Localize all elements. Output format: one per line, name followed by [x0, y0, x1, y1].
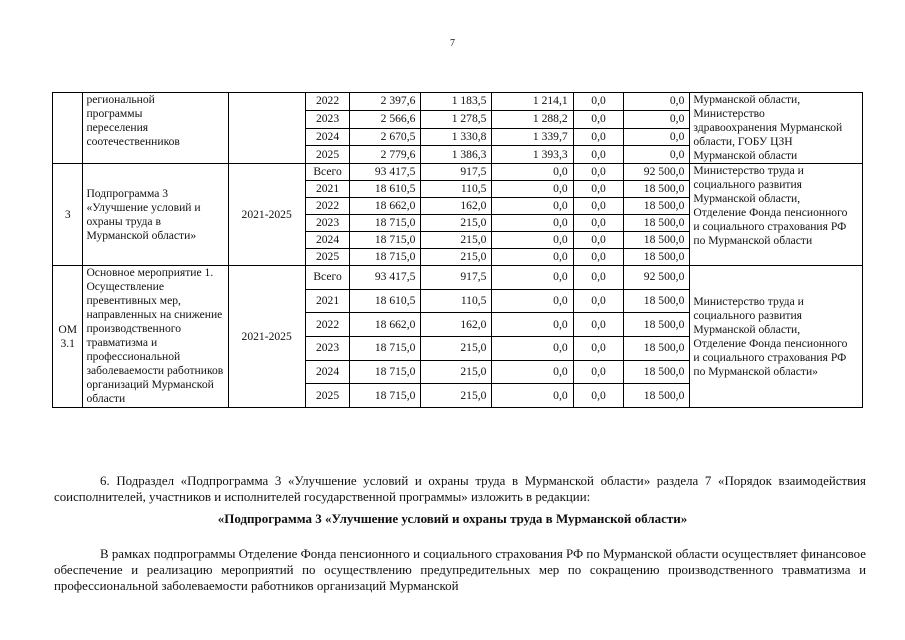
cell-c4: 18 500,0 — [624, 313, 690, 337]
cell-c1: 917,5 — [421, 266, 492, 290]
cell-c3: 0,0 — [573, 336, 624, 360]
cell-c3: 0,0 — [573, 232, 624, 249]
measure-name: Подпрограмма 3 «Улучшение условий и охраны труда в Мурманской области» — [83, 164, 228, 266]
cell-c4: 18 500,0 — [624, 289, 690, 313]
executor: Министерство труда и социального развития Мурманской области, Отделение Фонда пенсионного и социального страхования РФ по Мурманской области — [690, 164, 863, 266]
measure-name: региональной программы переселения соотечественников — [83, 93, 228, 164]
cell-total: 2 670,5 — [350, 128, 421, 146]
cell-c3: 0,0 — [573, 93, 624, 111]
cell-c2: 0,0 — [492, 181, 573, 198]
cell-year: 2022 — [305, 198, 350, 215]
cell-c4: 0,0 — [624, 93, 690, 111]
paragraph-6: 6. Подраздел «Подпрограмма 3 «Улучшение условий и охраны труда в Мурманской области» раздела 7 «Порядок взаимодействия соисполнителей, участников и исполнителей государственной программы» изложить в редакции: — [54, 474, 866, 504]
row-number: 3 — [53, 164, 83, 266]
cell-year: Всего — [305, 266, 350, 290]
cell-c1: 1 183,5 — [421, 93, 492, 111]
cell-c1: 162,0 — [421, 198, 492, 215]
cell-c4: 18 500,0 — [624, 198, 690, 215]
cell-c2: 0,0 — [492, 249, 573, 266]
cell-c4: 18 500,0 — [624, 181, 690, 198]
cell-c4: 18 500,0 — [624, 215, 690, 232]
row-number — [53, 93, 83, 164]
cell-total: 18 715,0 — [350, 384, 421, 408]
cell-c3: 0,0 — [573, 249, 624, 266]
cell-total: 18 715,0 — [350, 215, 421, 232]
cell-c3: 0,0 — [573, 110, 624, 128]
period: 2021-2025 — [228, 266, 305, 408]
cell-total: 18 715,0 — [350, 232, 421, 249]
cell-c1: 1 278,5 — [421, 110, 492, 128]
section-title: «Подпрограмма 3 «Улучшение условий и охраны труда в Мурманской области» — [217, 511, 688, 526]
program-table — [52, 92, 863, 408]
cell-c4: 0,0 — [624, 128, 690, 146]
cell-c1: 215,0 — [421, 384, 492, 408]
cell-c4: 0,0 — [624, 146, 690, 164]
cell-c4: 18 500,0 — [624, 249, 690, 266]
cell-c3: 0,0 — [573, 198, 624, 215]
cell-c1: 110,5 — [421, 289, 492, 313]
cell-c2: 1 393,3 — [492, 146, 573, 164]
table-row — [53, 164, 863, 181]
measure-name: Основное мероприятие 1. Осуществление превентивных мер, направленных на снижение производственного травматизма и профессиональной заболеваемости работников организаций Мурманской области — [83, 266, 228, 408]
cell-total: 18 610,5 — [350, 289, 421, 313]
cell-c4: 18 500,0 — [624, 384, 690, 408]
cell-c1: 1 386,3 — [421, 146, 492, 164]
cell-c3: 0,0 — [573, 164, 624, 181]
cell-c2: 0,0 — [492, 215, 573, 232]
table-row — [53, 266, 863, 290]
cell-c2: 0,0 — [492, 384, 573, 408]
cell-c4: 92 500,0 — [624, 266, 690, 290]
cell-total: 18 715,0 — [350, 249, 421, 266]
cell-c4: 18 500,0 — [624, 360, 690, 384]
cell-c1: 215,0 — [421, 249, 492, 266]
cell-c1: 215,0 — [421, 232, 492, 249]
cell-c2: 0,0 — [492, 232, 573, 249]
cell-c2: 1 339,7 — [492, 128, 573, 146]
cell-c2: 0,0 — [492, 266, 573, 290]
cell-c2: 0,0 — [492, 164, 573, 181]
cell-total: 18 715,0 — [350, 336, 421, 360]
cell-c3: 0,0 — [573, 289, 624, 313]
cell-year: 2025 — [305, 146, 350, 164]
cell-c1: 110,5 — [421, 181, 492, 198]
cell-year: 2025 — [305, 249, 350, 266]
cell-year: 2021 — [305, 289, 350, 313]
cell-c1: 215,0 — [421, 215, 492, 232]
cell-c3: 0,0 — [573, 266, 624, 290]
cell-year: 2023 — [305, 110, 350, 128]
cell-c2: 0,0 — [492, 313, 573, 337]
page-number: 7 — [450, 38, 455, 49]
cell-year: Всего — [305, 164, 350, 181]
cell-c1: 215,0 — [421, 360, 492, 384]
cell-total: 93 417,5 — [350, 164, 421, 181]
cell-c2: 0,0 — [492, 336, 573, 360]
executor: Министерство труда и социального развития Мурманской области, Отделение Фонда пенсионного и социального страхования РФ по Мурманской области» — [690, 266, 863, 408]
cell-year: 2023 — [305, 215, 350, 232]
cell-total: 2 397,6 — [350, 93, 421, 111]
cell-c4: 18 500,0 — [624, 336, 690, 360]
cell-c3: 0,0 — [573, 146, 624, 164]
period — [228, 93, 305, 164]
cell-c4: 18 500,0 — [624, 232, 690, 249]
cell-total: 18 662,0 — [350, 198, 421, 215]
cell-year: 2024 — [305, 360, 350, 384]
cell-c2: 1 214,1 — [492, 93, 573, 111]
cell-total: 93 417,5 — [350, 266, 421, 290]
cell-year: 2023 — [305, 336, 350, 360]
cell-c3: 0,0 — [573, 313, 624, 337]
table-row — [53, 93, 863, 111]
cell-c4: 0,0 — [624, 110, 690, 128]
cell-total: 18 662,0 — [350, 313, 421, 337]
cell-year: 2025 — [305, 384, 350, 408]
executor: Мурманской области, Министерство здравоохранения Мурманской области, ГОБУ ЦЗН Мурманской области — [690, 93, 863, 164]
cell-c3: 0,0 — [573, 215, 624, 232]
cell-c3: 0,0 — [573, 128, 624, 146]
period: 2021-2025 — [228, 164, 305, 266]
cell-total: 18 715,0 — [350, 360, 421, 384]
cell-year: 2022 — [305, 313, 350, 337]
cell-c3: 0,0 — [573, 360, 624, 384]
cell-total: 2 779,6 — [350, 146, 421, 164]
cell-year: 2024 — [305, 232, 350, 249]
row-number: ОМ 3.1 — [53, 266, 83, 408]
cell-year: 2022 — [305, 93, 350, 111]
cell-year: 2024 — [305, 128, 350, 146]
cell-c3: 0,0 — [573, 181, 624, 198]
cell-c4: 92 500,0 — [624, 164, 690, 181]
cell-c2: 0,0 — [492, 289, 573, 313]
cell-c1: 1 330,8 — [421, 128, 492, 146]
cell-c3: 0,0 — [573, 384, 624, 408]
cell-c1: 917,5 — [421, 164, 492, 181]
cell-year: 2021 — [305, 181, 350, 198]
cell-c2: 0,0 — [492, 360, 573, 384]
body-paragraph: В рамках подпрограммы Отделение Фонда пенсионного и социального страхования РФ по Мурманской области осуществляет финансовое обеспечение и реализацию мероприятий по осуществлению предупредительных мер по сокращению производственного травматизма и профессиональной заболеваемости работников организаций Мурманской — [54, 547, 866, 593]
cell-c2: 0,0 — [492, 198, 573, 215]
cell-c2: 1 288,2 — [492, 110, 573, 128]
cell-total: 2 566,6 — [350, 110, 421, 128]
cell-c1: 162,0 — [421, 313, 492, 337]
cell-total: 18 610,5 — [350, 181, 421, 198]
cell-c1: 215,0 — [421, 336, 492, 360]
